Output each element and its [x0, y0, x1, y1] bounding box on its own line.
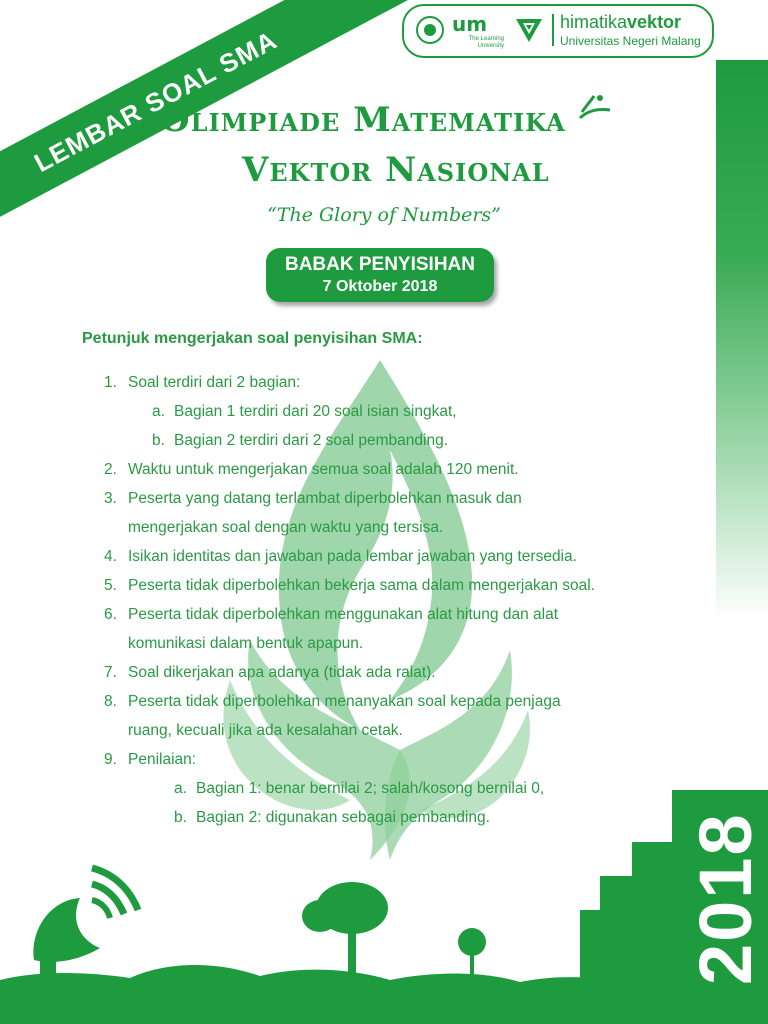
um-logo-mark: um — [452, 12, 488, 36]
list-item: 2. Waktu untuk mengerjakan semua soal adalah 120 menit. — [104, 461, 519, 478]
bottom-scenery — [0, 790, 768, 1024]
header-logo-box — [402, 4, 714, 58]
list-item: 8. Peserta tidak diperbolehkan menanyakan soal kepada penjaga — [104, 693, 561, 710]
list-item: 9. Penilaian: — [104, 751, 197, 768]
corner-banner-label: LEMBAR SOAL SMA — [29, 24, 282, 178]
um-tagline-line2: University — [477, 43, 504, 49]
um-tagline-line1: The Learning — [468, 36, 504, 42]
title-line-1: Olimpiade Matematika — [160, 100, 566, 140]
hv-prefix: himatika — [560, 12, 628, 32]
vektor-logo-icon — [514, 16, 544, 44]
year-label: 2018 — [684, 812, 767, 985]
logo-separator — [552, 14, 554, 46]
list-item-continuation: mengerjakan soal dengan waktu yang tersisa. — [128, 519, 444, 536]
um-logo — [452, 12, 504, 52]
um-seal-icon — [416, 16, 444, 44]
list-subitem: b. Bagian 2 terdiri dari 2 soal pembanding. — [152, 432, 449, 449]
list-item: 5. Peserta tidak diperbolehkan bekerja sama dalam mengerjakan soal. — [104, 577, 595, 594]
list-item: 3. Peserta yang datang terlambat diperbolehkan masuk dan — [104, 490, 522, 507]
stage-badge — [266, 248, 494, 302]
instructions-list — [104, 368, 704, 832]
instructions-heading: Petunjuk mengerjakan soal penyisihan SMA: — [82, 330, 423, 347]
stage-name: BABAK PENYISIHAN — [284, 254, 476, 275]
hv-bold: vektor — [627, 12, 682, 32]
tagline: “The Glory of Numbers” — [267, 204, 501, 226]
himatika-vektor-name — [560, 12, 681, 33]
list-item: 7. Soal dikerjakan apa adanya (tidak ada ralat). — [104, 664, 436, 681]
list-item-continuation: ruang, kecuali jika ada kesalahan cetak. — [128, 722, 403, 739]
list-subitem: b. Bagian 2: digunakan sebagai pembanding. — [174, 809, 490, 826]
title-line-2: Vektor Nasional — [242, 150, 550, 190]
university-name: Universitas Negeri Malang — [560, 34, 701, 48]
splash-icon — [576, 92, 612, 122]
list-item: 1. Soal terdiri dari 2 bagian: — [104, 374, 301, 391]
ground-hills — [0, 965, 640, 1024]
list-subitem: a. Bagian 1 terdiri dari 20 soal isian singkat, — [152, 403, 457, 420]
right-decorative-strip — [716, 60, 768, 620]
list-item: 4. Isikan identitas dan jawaban pada lembar jawaban yang tersedia. — [104, 548, 577, 565]
stage-date: 7 Oktober 2018 — [322, 278, 438, 295]
um-tagline — [452, 36, 504, 50]
list-item-continuation: komunikasi dalam bentuk apapun. — [128, 635, 364, 652]
list-subitem: a. Bagian 1: benar bernilai 2; salah/kosong bernilai 0, — [174, 780, 545, 797]
list-item: 6. Peserta tidak diperbolehkan menggunakan alat hitung dan alat — [104, 606, 559, 623]
